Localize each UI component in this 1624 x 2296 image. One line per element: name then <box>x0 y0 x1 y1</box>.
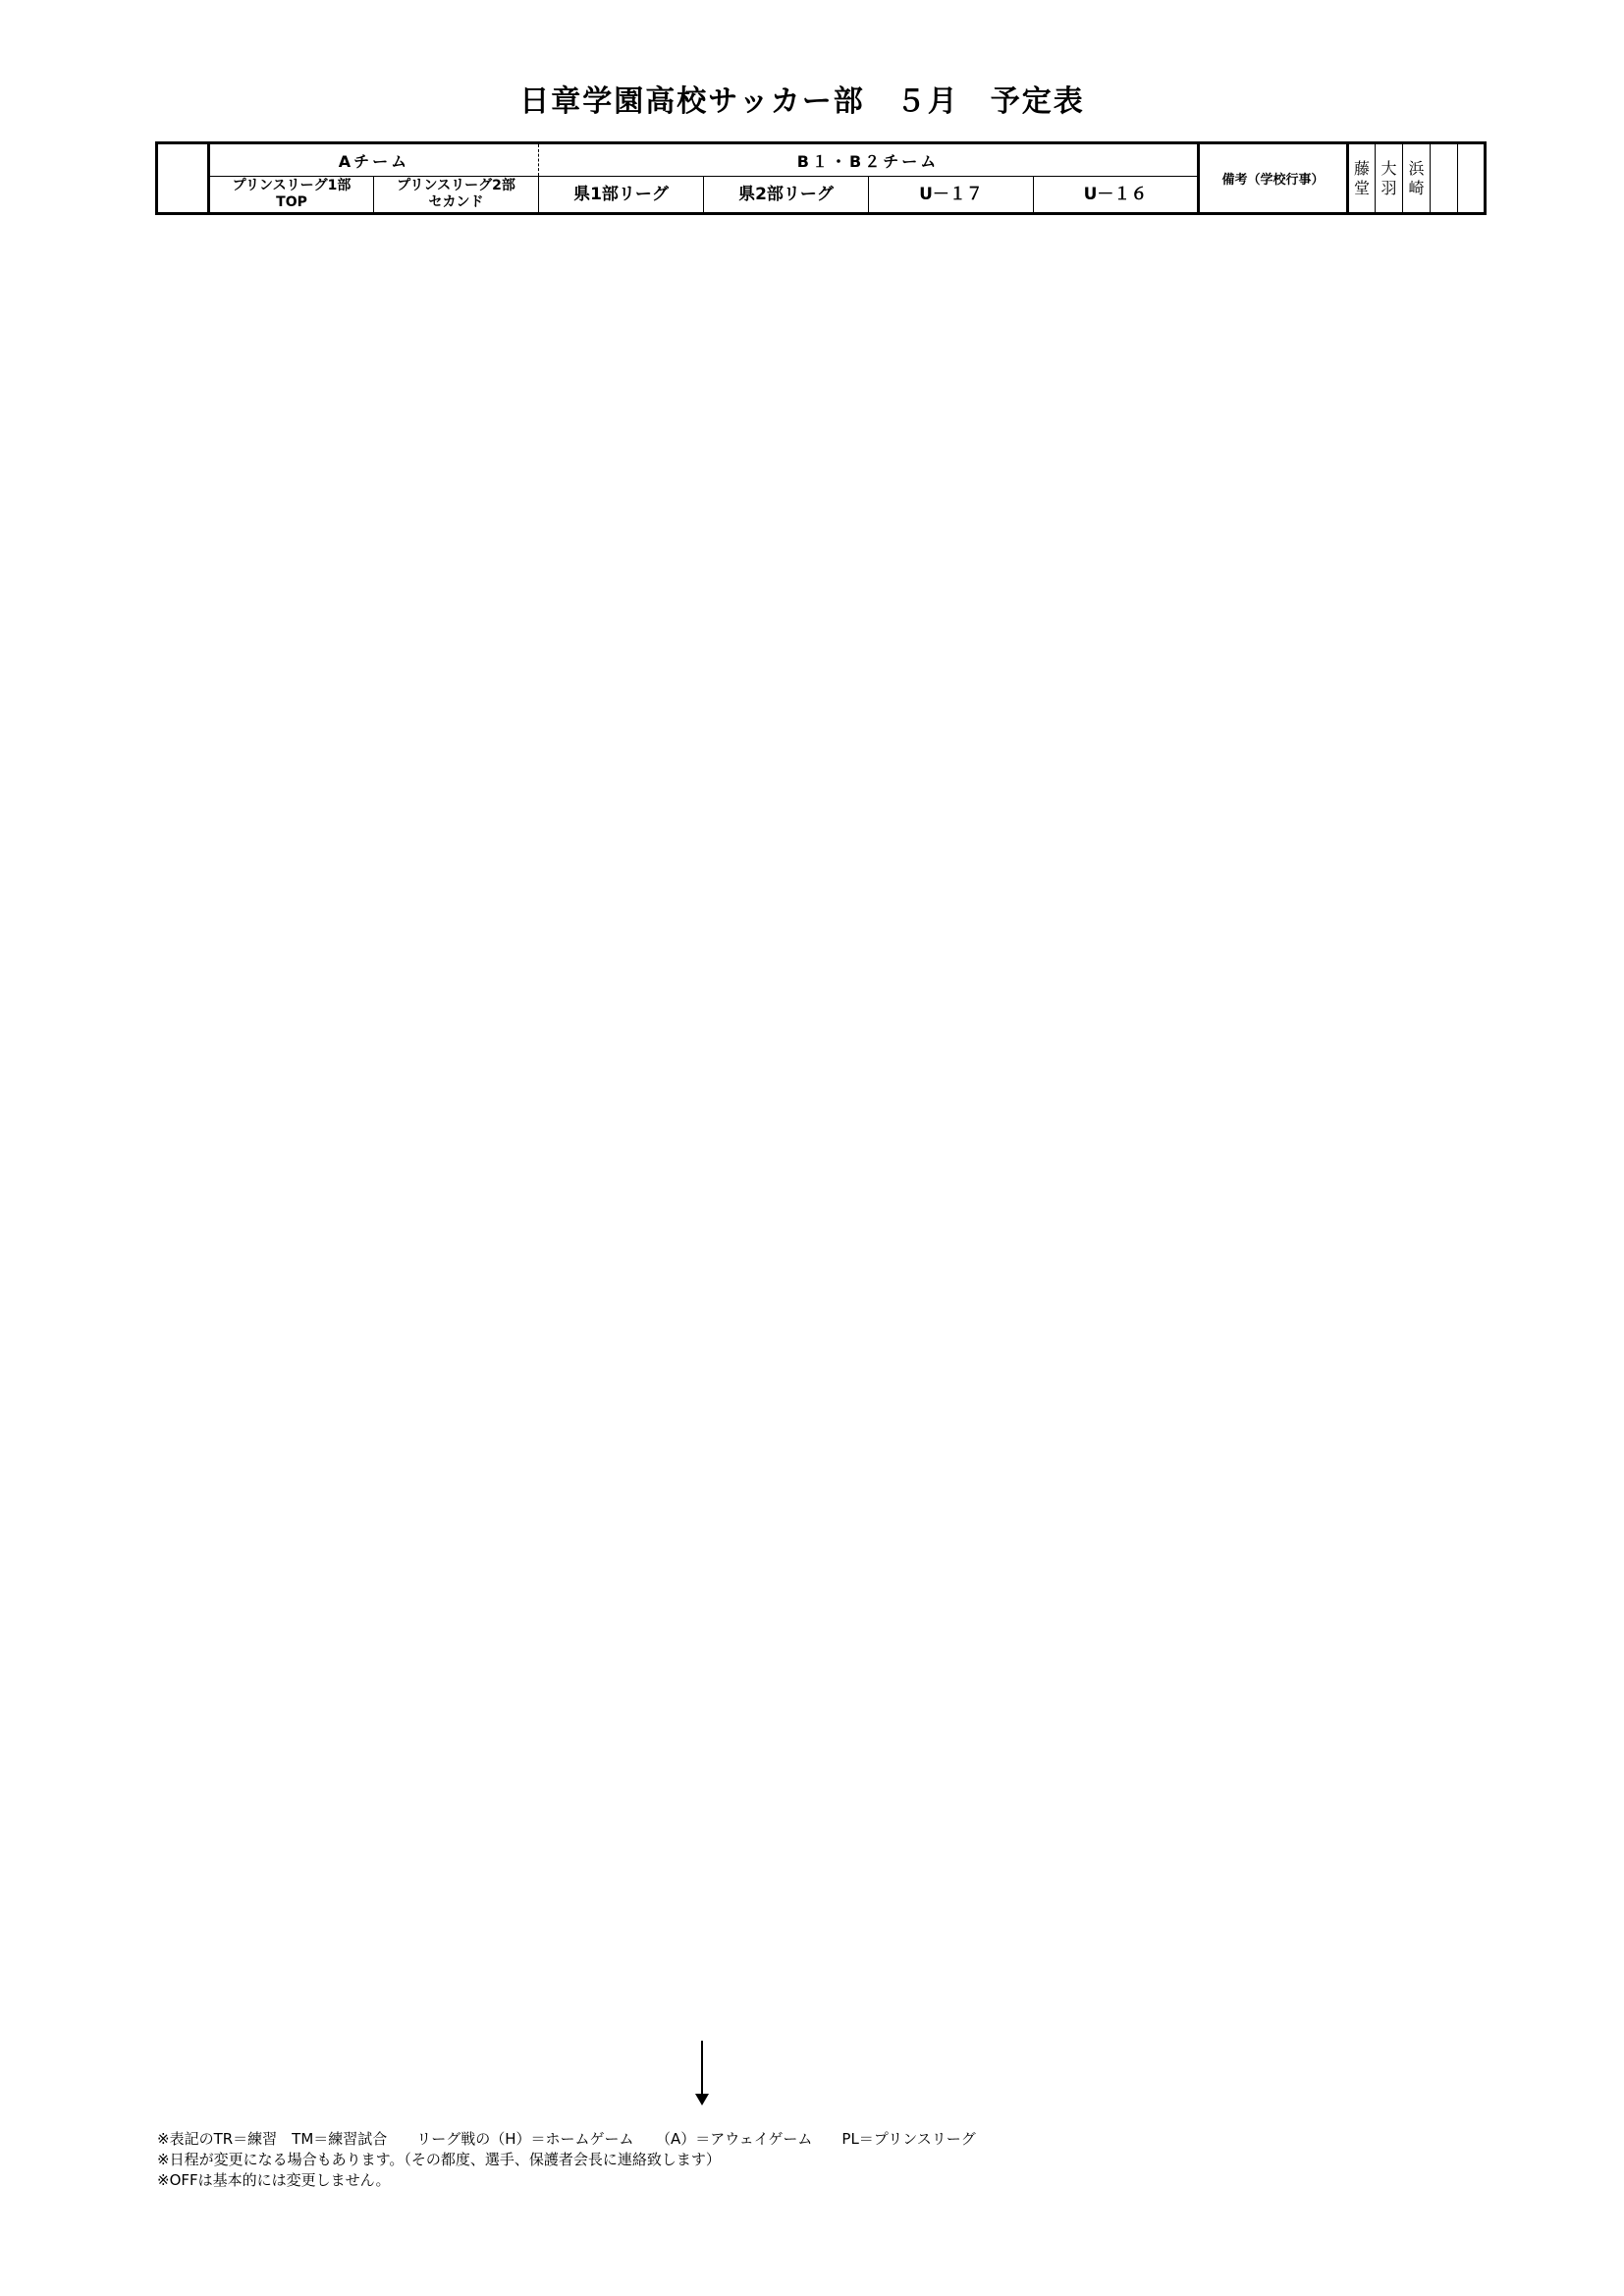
col-prince1: プリンスリーグ1部 TOP <box>209 177 374 214</box>
staff-header-1: 藤堂 <box>1348 143 1376 214</box>
page-title: 日章学園高校サッカー部 ５月 予定表 <box>519 84 1085 119</box>
footnote: ※日程が変更になる場合もあります。（その都度、選手、保護者会長に連絡致します） <box>157 2151 721 2168</box>
footnote: ※OFFは基本的には変更しません。 <box>157 2171 391 2189</box>
footnote: ※表記のTR＝練習 TM＝練習試合 リーグ戦の（H）＝ホームゲーム （A）＝アウェイゲーム PL＝プリンスリーグ <box>157 2130 976 2148</box>
col-u17: U－１７ <box>869 177 1034 214</box>
schedule-table <box>155 141 1487 215</box>
corner-cell <box>157 143 209 214</box>
group-b-team: B１・B２チーム <box>539 143 1199 177</box>
staff-header-4 <box>1431 143 1458 214</box>
col-ken2: 県2部リーグ <box>704 177 869 214</box>
col-ken1: 県1部リーグ <box>539 177 704 214</box>
continuation-arrow <box>701 2041 703 2098</box>
staff-header-3: 浜崎 <box>1403 143 1431 214</box>
group-a-team: Aチーム <box>209 143 539 177</box>
footnotes <box>157 2129 976 2191</box>
header-row-groups <box>157 143 1486 177</box>
remarks-header: 備考（学校行事） <box>1199 143 1348 214</box>
col-u16: U－１６ <box>1034 177 1199 214</box>
staff-header-5 <box>1458 143 1486 214</box>
staff-header-2: 大羽 <box>1376 143 1403 214</box>
arrow-head-icon <box>695 2094 709 2105</box>
col-prince2: プリンスリーグ2部 セカンド <box>374 177 539 214</box>
